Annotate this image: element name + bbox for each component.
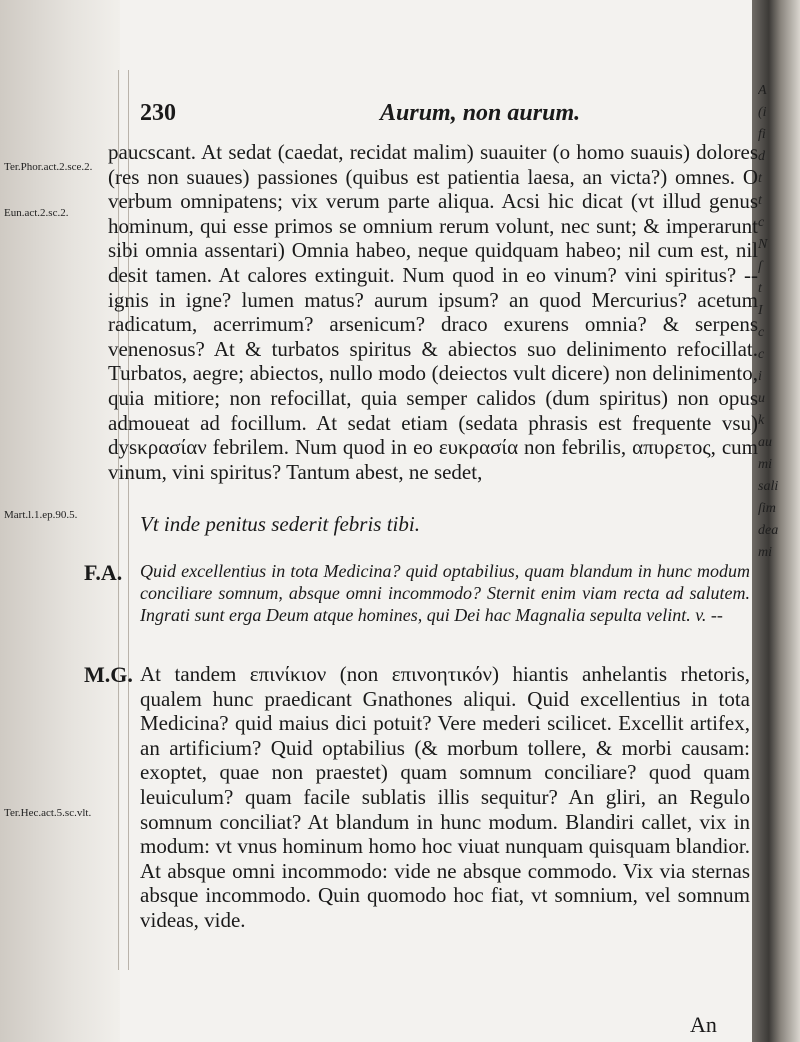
page-number: 230 (140, 100, 176, 126)
speaker-paragraph: Quid excellentius in tota Medicina? quid optabilius, quam blandum in hunc modum conciliare somnum, absque omni incommodo? Sternit enim viam recta ad salutem. Ingrati sunt erga Deum atque homines, qui Dei hac Magnalia sepulta velint. v. -- (140, 561, 750, 625)
speaker-label: M.G. (84, 662, 133, 687)
verse-line: Vt inde penitus sederit febris tibi. (140, 512, 420, 536)
running-head: Aurum, non aurum. (380, 100, 581, 126)
margin-note: Ter.Hec.act.5.sc.vlt. (4, 807, 92, 819)
speaker-label: F.A. (84, 560, 123, 585)
body-paragraph: paucscant. At sedat (caedat, recidat malim) suauiter (o homo suauis) dolores (res non suaues) passiones (quibus est patientia laesa, an victa?) omnes. O verbum omnipatens; vix verum parte aliqua. Acsi hic dicat (vt illud genus hominum, qui esse primos se omnium rerum volunt, nec sunt; & imperarunt sibi omnia assentari) Omnia habeo, neque quidquam habeo; nil cum est, nil desit tamen. At calores extinguit. Num quod in eo vinum? vini spiritus? -- ignis in igne? lumen matus? aurum ipsum? an quod Mercurius? acetum radicatum, acerrimum? arsenicum? draco exurens omnia? & serpens venenosus? At & turbatos spiritus & abiectos suo delinimento refocillat. Turbatos, aegre; abiectos, nullo modo (deiectos vult dicere) non delinimento, quia mitiore; non refocillat, quia semper calidos (dum spiritus) non opus admoueat ad focillum. At sedat etiam (sedata phrasis est frequente vsu) dysκρασίαν febrilem. Num quod in eo ευκρασία non febrilis, απυρετος, cum vinum, vini spiritus? Tantum abest, ne sedet, (108, 140, 758, 484)
page-header (140, 100, 740, 134)
margin-note: Ter.Phor.act.2.sce.2. (4, 161, 93, 173)
facing-page-fragments: A (i fi d t t c N ſ t I c c i u k au mi sali ſim dea mi (758, 83, 779, 560)
margin-note: Eun.act.2.sc.2. (4, 207, 69, 219)
catchword: An (690, 1012, 717, 1037)
speaker-paragraph: At tandem επινίκιον (non επινοητικόν) hiantis anhelantis rhetoris, qualem hunc praedicant Gnathones aliqui. Quid excellentius in tota Medicina? quid maius dici potuit? Vere mederi scilicet. Excellit artifex, an artificium? Quid optabilius (& morbum tollere, & morbi causam: exoptet, quae non praestet) quam somnum conciliare? quod quam leuiculum? quam facile sublatis illis sequitur? An gliri, an Regulo somnum conciliat? At blandum in hunc modum. Blandiri callet, vix in modum: vt vnus hominum homo hoc viuat nunquam quisquam blandior. At absque omni incommodo: vide ne absque commodo. Vix via sternas absque incommodo. Quin quomodo hoc fiat, vt somnium, vel somnum videas, vide. (140, 662, 750, 932)
margin-note: Mart.l.1.ep.90.5. (4, 509, 78, 521)
